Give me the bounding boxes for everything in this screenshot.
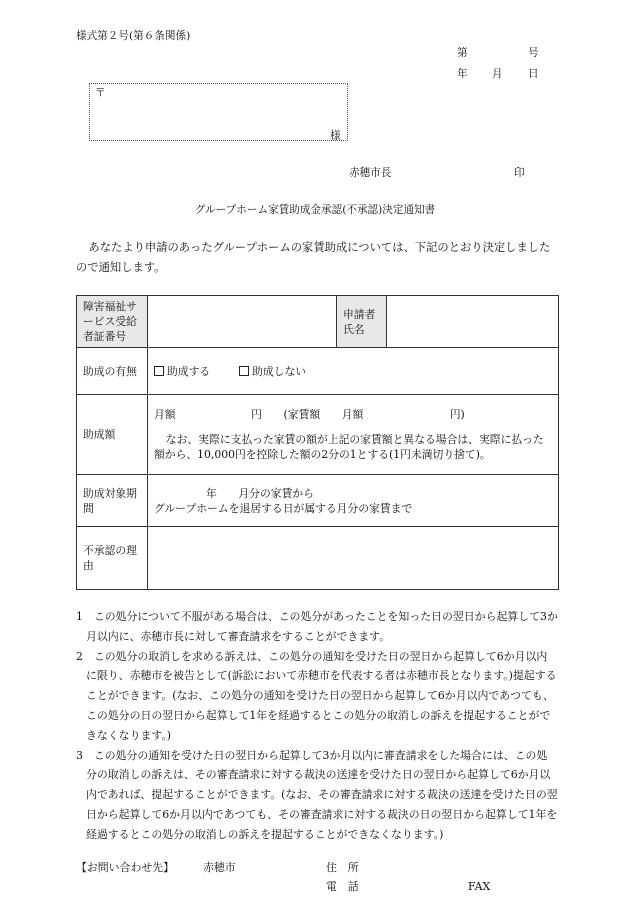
cert-number-label: 障害福祉サービス受給者証番号 xyxy=(77,296,148,348)
subsidy-label: 助成の有無 xyxy=(77,348,148,395)
table-row xyxy=(77,395,559,475)
rejection-reason-value xyxy=(148,527,559,590)
document-number-suffix: 号 xyxy=(528,47,539,59)
decision-table xyxy=(76,295,559,590)
table-row xyxy=(77,527,559,590)
period-cell xyxy=(148,475,559,527)
contact-fax-label: FAX xyxy=(468,880,491,893)
form-number: 様式第２号(第６条関係) xyxy=(76,30,191,42)
amount-line: 月額 円 (家賃額 月額 円) xyxy=(154,408,465,421)
postal-mark: 〒 xyxy=(95,87,106,99)
contact-address-label: 住 所 xyxy=(326,861,359,874)
note-item: 3 この処分の通知を受けた日の翌日から起算して3か月以内に審査請求をした場合には、この処分の取消しの訴えは、その審査請求に対する裁決の送達を受けた日の翌日から起算して6か月以内であれば、提起することができます。(なお、その審査請求に対する裁決の送達を受けた日の翌日から起算して6か月以内であつても、その審査請求に対する裁決の日の翌日から起算して1年を経過するとこの処分の取消しの訴えを提起することができなくなります。) xyxy=(76,748,558,841)
subsidy-options xyxy=(148,348,559,395)
period-label: 助成対象期間 xyxy=(77,475,148,527)
table-row xyxy=(77,348,559,395)
contact-city: 赤穂市 xyxy=(203,861,236,874)
date-year: 年 xyxy=(457,68,468,80)
amount-label: 助成額 xyxy=(77,395,148,475)
issuer-name: 赤穂市長 xyxy=(349,167,392,179)
amount-cell xyxy=(148,395,559,475)
recipient-honorific: 様 xyxy=(330,130,341,142)
subsidy-no-option: 助成しない xyxy=(239,365,306,378)
date-month: 月 xyxy=(492,68,503,80)
table-row xyxy=(77,475,559,527)
recipient-address-box xyxy=(89,83,348,141)
period-line1: 年 月分の家賃から xyxy=(206,486,314,500)
document-number-prefix: 第 xyxy=(457,47,468,59)
date-day: 日 xyxy=(528,68,539,80)
table-row xyxy=(77,296,559,348)
contact-label: 【お問い合わせ先】 xyxy=(76,861,175,874)
period-line2: グループホームを退居する日が属する月分の家賃まで xyxy=(154,501,413,515)
note-item: 1 この処分について不服がある場合は、この処分があったことを知った日の翌日から起算して3か月以内に、赤穂市長に対して審査請求をすることができます。 xyxy=(76,610,558,643)
checkbox-icon xyxy=(239,366,249,376)
rejection-reason-label: 不承認の理由 xyxy=(77,527,148,590)
seal-mark: 印 xyxy=(514,167,525,179)
amount-note: なお、実際に支払った家賃の額が上記の家賃額と異なる場合は、実際に払った額から、10,000円を控除した額の2分の1とする(1円未満切り捨て)。 xyxy=(154,433,544,461)
applicant-name-label: 申請者氏名 xyxy=(337,296,387,348)
checkbox-icon xyxy=(154,366,164,376)
contact-phone-label: 電 話 xyxy=(326,880,359,893)
applicant-name-value xyxy=(387,296,559,348)
cert-number-value xyxy=(148,296,337,348)
intro-paragraph: あなたより申請のあったグループホームの家賃助成については、下記のとおり決定しましたので通知します。 xyxy=(76,241,551,274)
subsidy-yes-option: 助成する xyxy=(154,365,210,378)
document-title: グループホーム家賃助成金承認(不承認)決定通知書 xyxy=(194,204,436,216)
notes-section xyxy=(76,607,558,845)
note-item: 2 この処分の取消しを求める訴えは、この処分の通知を受けた日の翌日から起算して6か月以内に限り、赤穂市を被告として(訴訟において赤穂市を代表する者は赤穂市長となります。)提起することができます。(なお、この処分の通知を受けた日の翌日から起算して6か月以内であつても、この処分の日の翌日から起算して1年を経過するとこの処分の取消しの訴えを提起することができなくなります。) xyxy=(76,649,557,742)
